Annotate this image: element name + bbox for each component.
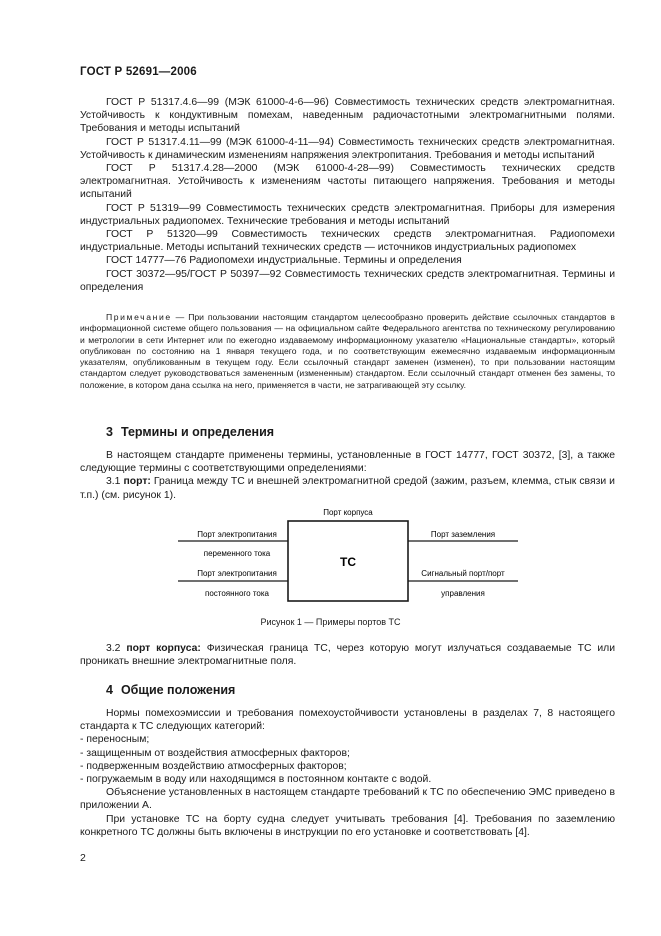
definition-term: порт: — [123, 476, 151, 488]
paragraph: Нормы помехоэмиссии и требования помехоустойчивости установлены в разделах 7, 8 настоящего стандарта к ТС следующих категорий: — [80, 708, 615, 733]
section-number: 3 — [106, 425, 113, 439]
reference-item: ГОСТ Р 51319—99 Совместимость технических средств электромагнитная. Приборы для измерения индустриальных радиопомех. Технические требования и методы испытаний — [80, 202, 615, 227]
definition-term: порт корпуса: — [126, 643, 201, 654]
list-item: - переносным; — [80, 734, 150, 746]
section-title: Общие положения — [120, 683, 236, 697]
definition-text: Физическая граница ТС, через которую могут излучаться создаваемые ТС или проникать внешние электромагнитные поля. — [80, 643, 616, 668]
section-3-body — [80, 449, 615, 502]
dc-power-port-label-2: постоянного тока — [205, 589, 269, 598]
ac-power-port-label-2: переменного тока — [203, 549, 271, 558]
section-number: 4 — [106, 683, 113, 697]
ground-port-label: Порт заземления — [430, 530, 496, 539]
paragraph: При установке ТС на борту судна следует учитывать требования [4]. Требования по заземлению конкретного ТС должны быть включены в инструкции по его установке и соответствовать [4]. — [80, 813, 615, 838]
definition-number: 3.1 — [106, 476, 121, 488]
section-4-heading — [106, 683, 235, 697]
note-lead: Примечание — [106, 312, 172, 322]
dc-power-port-label-1: Порт электропитания — [197, 569, 277, 578]
enclosure-port-label: Порт корпуса — [323, 508, 373, 517]
device-label: ТС — [340, 555, 356, 569]
reference-item: ГОСТ Р 51317.4.6—99 (МЭК 61000-4-6—96) Совместимость технических средств электромагнитная. Устойчивость к кондуктивным помехам, наведенным радиочастотными электромагнитными полями. Требования и методы испытаний — [80, 97, 615, 135]
reference-item: ГОСТ Р 51317.4.28—2000 (МЭК 61000-4-28—99) Совместимость технических средств электромагнитная. Устойчивость к изменениям частоты питающего напряжения. Требования и методы испытаний — [80, 163, 615, 201]
paragraph: Объяснение установленных в настоящем стандарте требований к ТС по обеспечению ЭМС приведено в приложении А. — [80, 787, 615, 812]
note-block — [80, 312, 615, 391]
reference-item: ГОСТ 30372—95/ГОСТ Р 50397—92 Совместимость технических средств электромагнитная. Термины и определения — [80, 268, 615, 293]
section-title: Термины и определения — [120, 425, 275, 439]
signal-port-label-2: управления — [441, 589, 485, 598]
section-3-heading — [106, 425, 274, 439]
ac-power-port-label-1: Порт электропитания — [197, 530, 277, 539]
definition-enclosure-port — [80, 642, 615, 668]
section-4-body — [80, 707, 615, 839]
definition-number: 3.2 — [106, 643, 121, 654]
note-text: — При пользовании настоящим стандартом целесообразно проверить действие ссылочных стандартов в информационной системе общего пользования — на официальном сайте Федерального агентства по техническому регулированию и метрологии в сети Интернет или по ежегодно издаваемому информационному указателю «Национальные стандарты», который опубликован по состоянию на 1 января текущего года, и по соответствующим ежемесячно издаваемым информационным указателям, опубликованным в текущем году. Если ссылочный стандарт заменен (изменен), то при пользовании настоящим стандартом следует руководствоваться замененным (измененным) стандартом. Если ссылочный стандарт отменен без замены, то положение, в котором дана ссылка на него, применяется в части, не затрагивающей эту ссылку. — [80, 312, 615, 390]
list-item: - подверженным воздействию атмосферных факторов; — [80, 760, 347, 772]
ports-diagram-svg — [150, 505, 530, 615]
definition-text: Граница между ТС и внешней электромагнитной средой (зажим, разъем, клемма, стык связи и т.п.) (см. рисунок 1). — [80, 476, 615, 501]
section-intro: В настоящем стандарте применены термины, установленные в ГОСТ 14777, ГОСТ 30372, [3], а также следующие термины с соответствующими определениями: — [80, 450, 615, 475]
page-number: 2 — [80, 852, 86, 864]
reference-item: ГОСТ 14777—76 Радиопомехи индустриальные. Термины и определения — [106, 255, 462, 267]
list-item: - защищенным от воздействия атмосферных факторов; — [80, 747, 350, 759]
figure-caption: Рисунок 1 — Примеры портов ТС — [260, 617, 401, 627]
list-item: - погружаемым в воду или находящимся в постоянном контакте с водой. — [80, 774, 432, 786]
normative-references-list — [80, 96, 615, 294]
signal-port-label-1: Сигнальный порт/порт — [421, 569, 505, 578]
ports-diagram — [150, 505, 530, 615]
reference-item: ГОСТ Р 51320—99 Совместимость технических средств электромагнитная. Радиопомехи индустриальные. Методы испытаний технических средств — источников индустриальных радиопомех — [80, 229, 615, 254]
reference-item: ГОСТ Р 51317.4.11—99 (МЭК 61000-4-11—94) Совместимость технических средств электромагнитная. Устойчивость к динамическим изменениям напряжения электропитания. Требования и методы испытаний — [80, 136, 615, 161]
definition-port — [80, 475, 615, 501]
document-code-header: ГОСТ Р 52691—2006 — [80, 66, 197, 78]
